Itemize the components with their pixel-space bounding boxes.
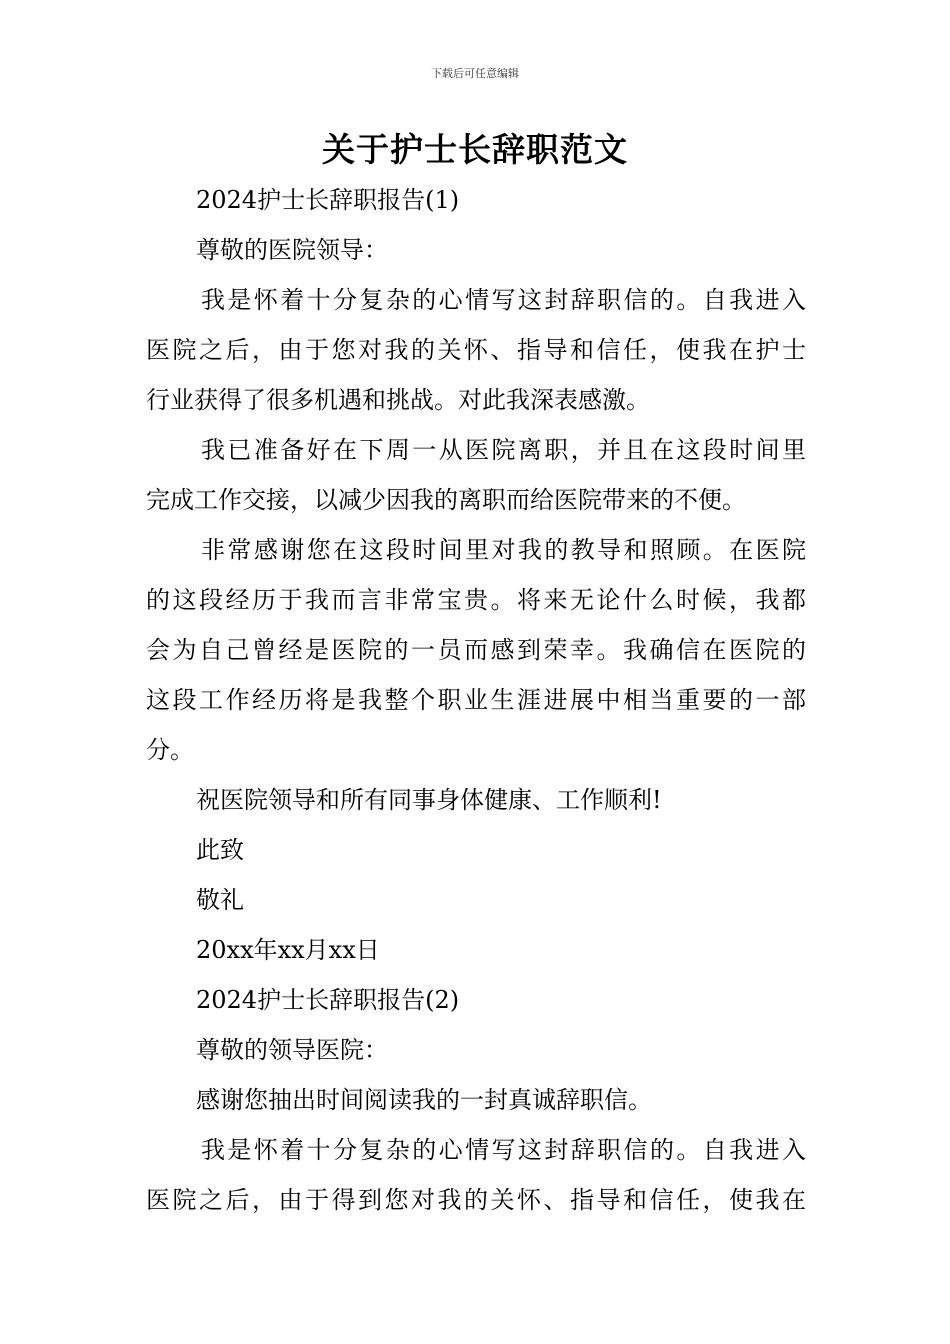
- paragraph-line: 我是怀着十分复杂的心情写这封辞职信的。自我进入: [201, 1136, 806, 1164]
- document-title: 关于护士长辞职范文: [322, 130, 628, 169]
- paragraph-line: 完成工作交接，以减少因我的离职而给医院带来的不便。: [146, 486, 746, 514]
- closing-cizhi: 此致: [196, 836, 244, 864]
- salutation-2: 尊敬的领导医院：: [196, 1036, 388, 1064]
- closing-jingli: 敬礼: [196, 886, 244, 914]
- paragraph-line: 的这段经历于我而言非常宝贵。将来无论什么时候，我都: [146, 586, 806, 614]
- paragraph-line: 我是怀着十分复杂的心情写这封辞职信的。自我进入: [201, 286, 806, 314]
- paragraph-line: 分。: [146, 736, 194, 764]
- header-note: 下载后可任意编辑: [431, 67, 519, 80]
- paragraph-line: 感谢您抽出时间阅读我的一封真诚辞职信。: [196, 1086, 652, 1114]
- paragraph-line: 非常感谢您在这段时间里对我的教导和照顾。在医院: [201, 536, 806, 564]
- report-heading-2: 2024护士长辞职报告(2): [196, 986, 460, 1014]
- document-body: [146, 175, 806, 1225]
- report-heading-1: 2024护士长辞职报告(1): [196, 186, 460, 214]
- paragraph-line: 医院之后，由于您对我的关怀、指导和信任，使我在护士: [146, 336, 806, 364]
- salutation-1: 尊敬的医院领导：: [196, 236, 388, 264]
- paragraph-line: 医院之后，由于得到您对我的关怀、指导和信任，使我在: [146, 1186, 806, 1214]
- paragraph-line: 这段工作经历将是我整个职业生涯进展中相当重要的一部: [146, 686, 806, 714]
- paragraph-line: 会为自己曾经是医院的一员而感到荣幸。我确信在医院的: [146, 636, 806, 664]
- paragraph-line: 行业获得了很多机遇和挑战。对此我深表感激。: [146, 386, 650, 414]
- closing-wish: 祝医院领导和所有同事身体健康、工作顺利!: [196, 786, 662, 814]
- paragraph-line: 我已准备好在下周一从医院离职，并且在这段时间里: [201, 436, 806, 464]
- letter-date: 20xx年xx月xx日: [196, 936, 380, 964]
